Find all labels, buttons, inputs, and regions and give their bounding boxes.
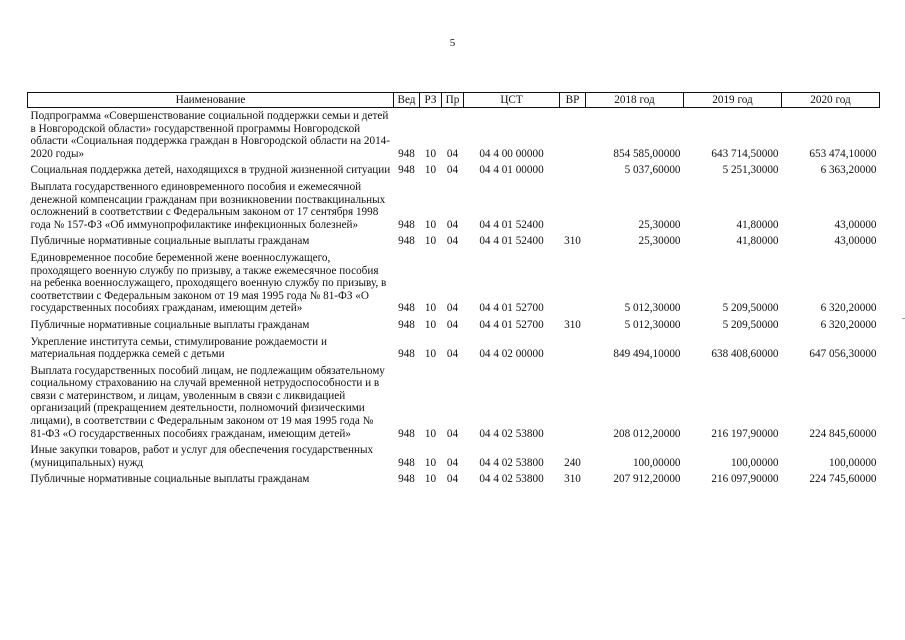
row-ved: 948 bbox=[398, 456, 415, 469]
row-vr: 310 bbox=[564, 235, 581, 248]
row-vr bbox=[560, 250, 586, 317]
row-pr: 04 bbox=[446, 302, 459, 315]
row-ved: 948 bbox=[398, 427, 415, 440]
row-cst: 04 4 01 52400 bbox=[479, 235, 544, 248]
row-rz: 10 bbox=[424, 218, 437, 231]
row-ved: 948 bbox=[398, 348, 415, 361]
row-vr bbox=[560, 108, 586, 163]
row-rz: 10 bbox=[424, 348, 437, 361]
table-row bbox=[28, 162, 880, 179]
row-cst: 04 4 01 52700 bbox=[479, 302, 544, 315]
col-header-2019: 2019 год bbox=[684, 93, 782, 108]
row-2020: 6 363,20000 bbox=[820, 164, 877, 177]
row-pr: 04 bbox=[446, 235, 459, 248]
row-rz: 10 bbox=[424, 235, 437, 248]
table-row bbox=[28, 250, 880, 317]
row-2019: 216 097,90000 bbox=[711, 473, 779, 486]
table-row bbox=[28, 317, 880, 334]
row-name: Публичные нормативные социальные выплаты гражданам bbox=[30, 318, 310, 331]
row-pr: 04 bbox=[446, 473, 459, 486]
row-2020: 6 320,20000 bbox=[820, 302, 877, 315]
row-2019: 41,80000 bbox=[736, 235, 779, 248]
row-2018: 25,30000 bbox=[638, 235, 681, 248]
row-name: Выплата государственных пособий лицам, не подлежащим обязательному социальному страхованию на случай временной нетрудоспособности и в связи с материнством, и лицам, уволенным в связи с ликвидацией организаций (прекращением деятельности, полномочий физическими лицами), в соответствии с Федеральным законом от 19 мая 1995 года № 81-ФЗ «О государственных пособиях гражданам, имеющим детей» bbox=[30, 364, 385, 440]
row-rz: 10 bbox=[424, 427, 437, 440]
row-rz: 10 bbox=[424, 147, 437, 160]
row-vr bbox=[560, 334, 586, 363]
col-header-rz: РЗ bbox=[420, 93, 442, 108]
row-2018: 5 037,60000 bbox=[624, 164, 681, 177]
row-cst: 04 4 02 00000 bbox=[479, 348, 544, 361]
row-2020: 6 320,20000 bbox=[820, 318, 877, 331]
col-header-2018: 2018 год bbox=[586, 93, 684, 108]
row-ved: 948 bbox=[398, 318, 415, 331]
row-name: Единовременное пособие беременной жене военнослужащего, проходящего военную службу по призыву, а также ежемесячное пособия на ребенка военнослужащего, проходящего военную службу по призыву, в соответствии с Федеральным законом от 19 мая 1995 года № 81-ФЗ «О государственных пособиях гражданам, имеющим детей» bbox=[30, 251, 387, 315]
row-name: Подпрограмма «Совершенствование социальной поддержки семьи и детей в Новгородской области» государственной программы Новгородской области «Социальная поддержка граждан в Новгородской области на 2014-2020 годы» bbox=[30, 110, 390, 160]
row-name: Выплата государственного единовременного пособия и ежемесячной денежной компенсации гражданам при возникновении поствакцинальных осложнений в соответствии с Федеральным законом от 17 сентября 1998 года № 157-ФЗ «Об иммунопрофилактике инфекционных болезней» bbox=[30, 180, 386, 231]
row-pr: 04 bbox=[446, 218, 459, 231]
col-header-vr: ВР bbox=[560, 93, 586, 108]
col-header-pr: Пр bbox=[442, 93, 464, 108]
row-2019: 41,80000 bbox=[736, 218, 779, 231]
row-2018: 25,30000 bbox=[638, 218, 681, 231]
row-2020: 647 056,30000 bbox=[809, 348, 877, 361]
row-rz: 10 bbox=[424, 456, 437, 469]
row-2020: 224 745,60000 bbox=[809, 473, 877, 486]
row-rz: 10 bbox=[424, 302, 437, 315]
table-row bbox=[28, 471, 880, 488]
row-2019: 5 209,50000 bbox=[722, 318, 779, 331]
row-cst: 04 4 01 00000 bbox=[479, 164, 544, 177]
row-2018: 849 494,10000 bbox=[613, 348, 681, 361]
row-2020: 100,00000 bbox=[828, 456, 877, 469]
row-name: Публичные нормативные социальные выплаты гражданам bbox=[30, 473, 310, 486]
row-name: Публичные нормативные социальные выплаты гражданам bbox=[30, 235, 310, 248]
col-header-name: Наименование bbox=[28, 93, 394, 108]
row-2019: 643 714,50000 bbox=[711, 147, 779, 160]
row-pr: 04 bbox=[446, 164, 459, 177]
table-row bbox=[28, 179, 880, 233]
row-2020: 43,00000 bbox=[834, 218, 877, 231]
row-pr: 04 bbox=[446, 427, 459, 440]
row-rz: 10 bbox=[424, 318, 437, 331]
row-ved: 948 bbox=[398, 473, 415, 486]
page-number: 5 bbox=[449, 37, 456, 49]
row-pr: 04 bbox=[446, 456, 459, 469]
row-pr: 04 bbox=[446, 147, 459, 160]
row-ved: 948 bbox=[398, 235, 415, 248]
table-row bbox=[28, 233, 880, 250]
row-2019: 638 408,60000 bbox=[711, 348, 779, 361]
row-name: Социальная поддержка детей, находящихся в трудной жизненной ситуации bbox=[30, 164, 391, 177]
row-2018: 207 912,20000 bbox=[613, 473, 681, 486]
row-2020: 653 474,10000 bbox=[809, 147, 877, 160]
col-header-2020: 2020 год bbox=[782, 93, 880, 108]
row-2019: 100,00000 bbox=[730, 456, 779, 469]
row-cst: 04 4 01 52400 bbox=[479, 218, 544, 231]
table-row bbox=[28, 108, 880, 163]
row-name: Иные закупки товаров, работ и услуг для обеспечения государственных (муниципальных) нужд bbox=[30, 444, 374, 469]
row-2018: 100,00000 bbox=[632, 456, 681, 469]
row-pr: 04 bbox=[446, 348, 459, 361]
row-name: Укрепление института семьи, стимулирование рождаемости и материальная поддержка семей с детьми bbox=[30, 335, 327, 361]
row-ved: 948 bbox=[398, 218, 415, 231]
row-rz: 10 bbox=[424, 473, 437, 486]
row-vr: 310 bbox=[564, 318, 581, 331]
row-ved: 948 bbox=[398, 302, 415, 315]
row-cst: 04 4 02 53800 bbox=[479, 456, 544, 469]
row-vr bbox=[560, 363, 586, 443]
row-cst: 04 4 02 53800 bbox=[479, 427, 544, 440]
row-cst: 04 4 00 00000 bbox=[479, 147, 544, 160]
table-header-row bbox=[28, 93, 880, 108]
row-vr bbox=[560, 179, 586, 233]
row-2018: 208 012,20000 bbox=[613, 427, 681, 440]
row-2018: 5 012,30000 bbox=[624, 318, 681, 331]
row-ved: 948 bbox=[398, 147, 415, 160]
table-row bbox=[28, 334, 880, 363]
row-rz: 10 bbox=[424, 164, 437, 177]
row-2019: 5 209,50000 bbox=[722, 302, 779, 315]
row-cst: 04 4 01 52700 bbox=[479, 318, 544, 331]
row-2018: 854 585,00000 bbox=[613, 147, 681, 160]
row-cst: 04 4 02 53800 bbox=[479, 473, 544, 486]
row-2020: 43,00000 bbox=[834, 235, 877, 248]
budget-table bbox=[27, 92, 880, 488]
table-row bbox=[28, 363, 880, 443]
row-vr: 310 bbox=[564, 473, 581, 486]
table-row bbox=[28, 442, 880, 471]
row-pr: 04 bbox=[446, 318, 459, 331]
row-2019: 5 251,30000 bbox=[722, 164, 779, 177]
row-vr bbox=[560, 162, 586, 179]
col-header-cst: ЦСТ bbox=[464, 93, 560, 108]
row-2020: 224 845,60000 bbox=[809, 427, 877, 440]
row-2019: 216 197,90000 bbox=[711, 427, 779, 440]
row-ved: 948 bbox=[398, 164, 415, 177]
row-2018: 5 012,30000 bbox=[624, 302, 681, 315]
col-header-ved: Вед bbox=[394, 93, 420, 108]
row-vr: 240 bbox=[564, 456, 581, 469]
